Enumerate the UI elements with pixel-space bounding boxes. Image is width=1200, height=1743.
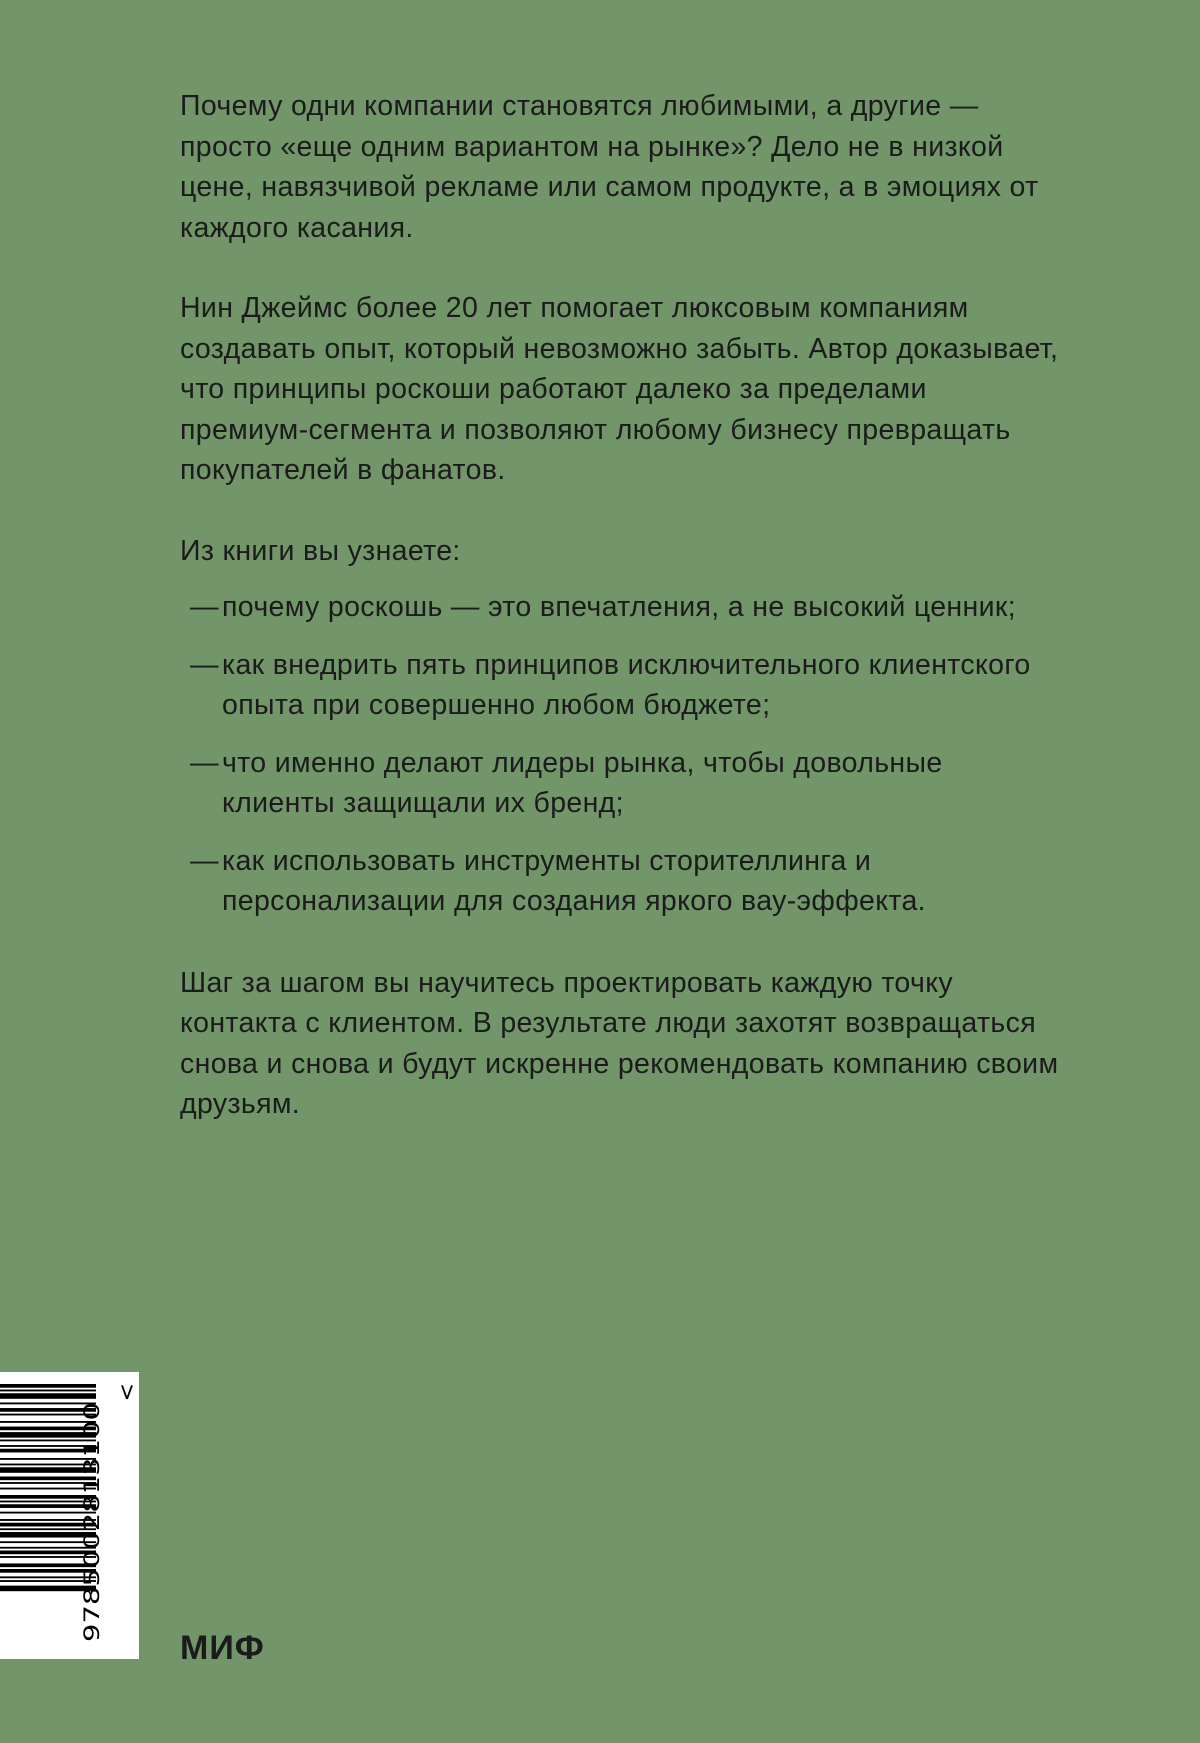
list-item-text: как внедрить пять принципов исключительного клиентского опыта при совершенно любом бюджете;	[222, 648, 1031, 721]
list-item-text: как использовать инструменты сторителлинга и персонализации для создания яркого вау-эффекта.	[222, 844, 926, 917]
list-item	[180, 743, 1060, 824]
barcode-bar	[0, 1390, 96, 1392]
list-item	[180, 587, 1060, 628]
barcode-bar	[0, 1393, 96, 1399]
barcode-quiet-mark: >	[114, 1383, 139, 1402]
back-cover-text	[180, 86, 1060, 1125]
final-paragraph: Шаг за шагом вы научитесь проектировать каждую точку контакта с клиентом. В результате люди захотят возвращаться снова и снова и будут искренне рекомендовать компанию своим друзьям.	[180, 966, 1059, 1120]
list-item-text: почему роскошь — это впечатления, а не высокий ценник;	[222, 591, 1016, 623]
barcode-digits: 9785002813100	[80, 1468, 104, 1642]
isbn-barcode	[0, 1372, 139, 1659]
barcode-graphic	[0, 1372, 139, 1659]
learning-list	[180, 587, 1060, 922]
list-lead: Из книги вы узнаете:	[180, 534, 461, 567]
author-paragraph: Нин Джеймс более 20 лет помогает люксовым компаниям создавать опыт, который невозможно забыть. Автор доказывает, что принципы роскоши работают далеко за пределами премиум-сегмента и позволяют любому бизнесу превращать покупателей в фанатов.	[180, 292, 1059, 486]
barcode-bar	[0, 1384, 96, 1388]
dash-marker: —	[190, 746, 219, 779]
dash-marker: —	[190, 648, 219, 681]
intro-paragraph: Почему одни компании становятся любимыми, а другие — просто «еще одним вариантом на рынке»? Дело не в низкой цене, навязчивой рекламе или самом продукте, а в эмоциях от каждого касания.	[180, 90, 1039, 244]
publisher-logo-text: МИФ	[180, 1629, 265, 1666]
dash-marker: —	[190, 844, 219, 877]
dash-marker: —	[190, 591, 219, 623]
publisher-logo	[180, 1626, 300, 1666]
list-item	[180, 645, 1060, 726]
list-item	[180, 841, 1060, 922]
list-item-text: что именно делают лидеры рынка, чтобы довольные клиенты защищали их бренд;	[222, 746, 943, 819]
